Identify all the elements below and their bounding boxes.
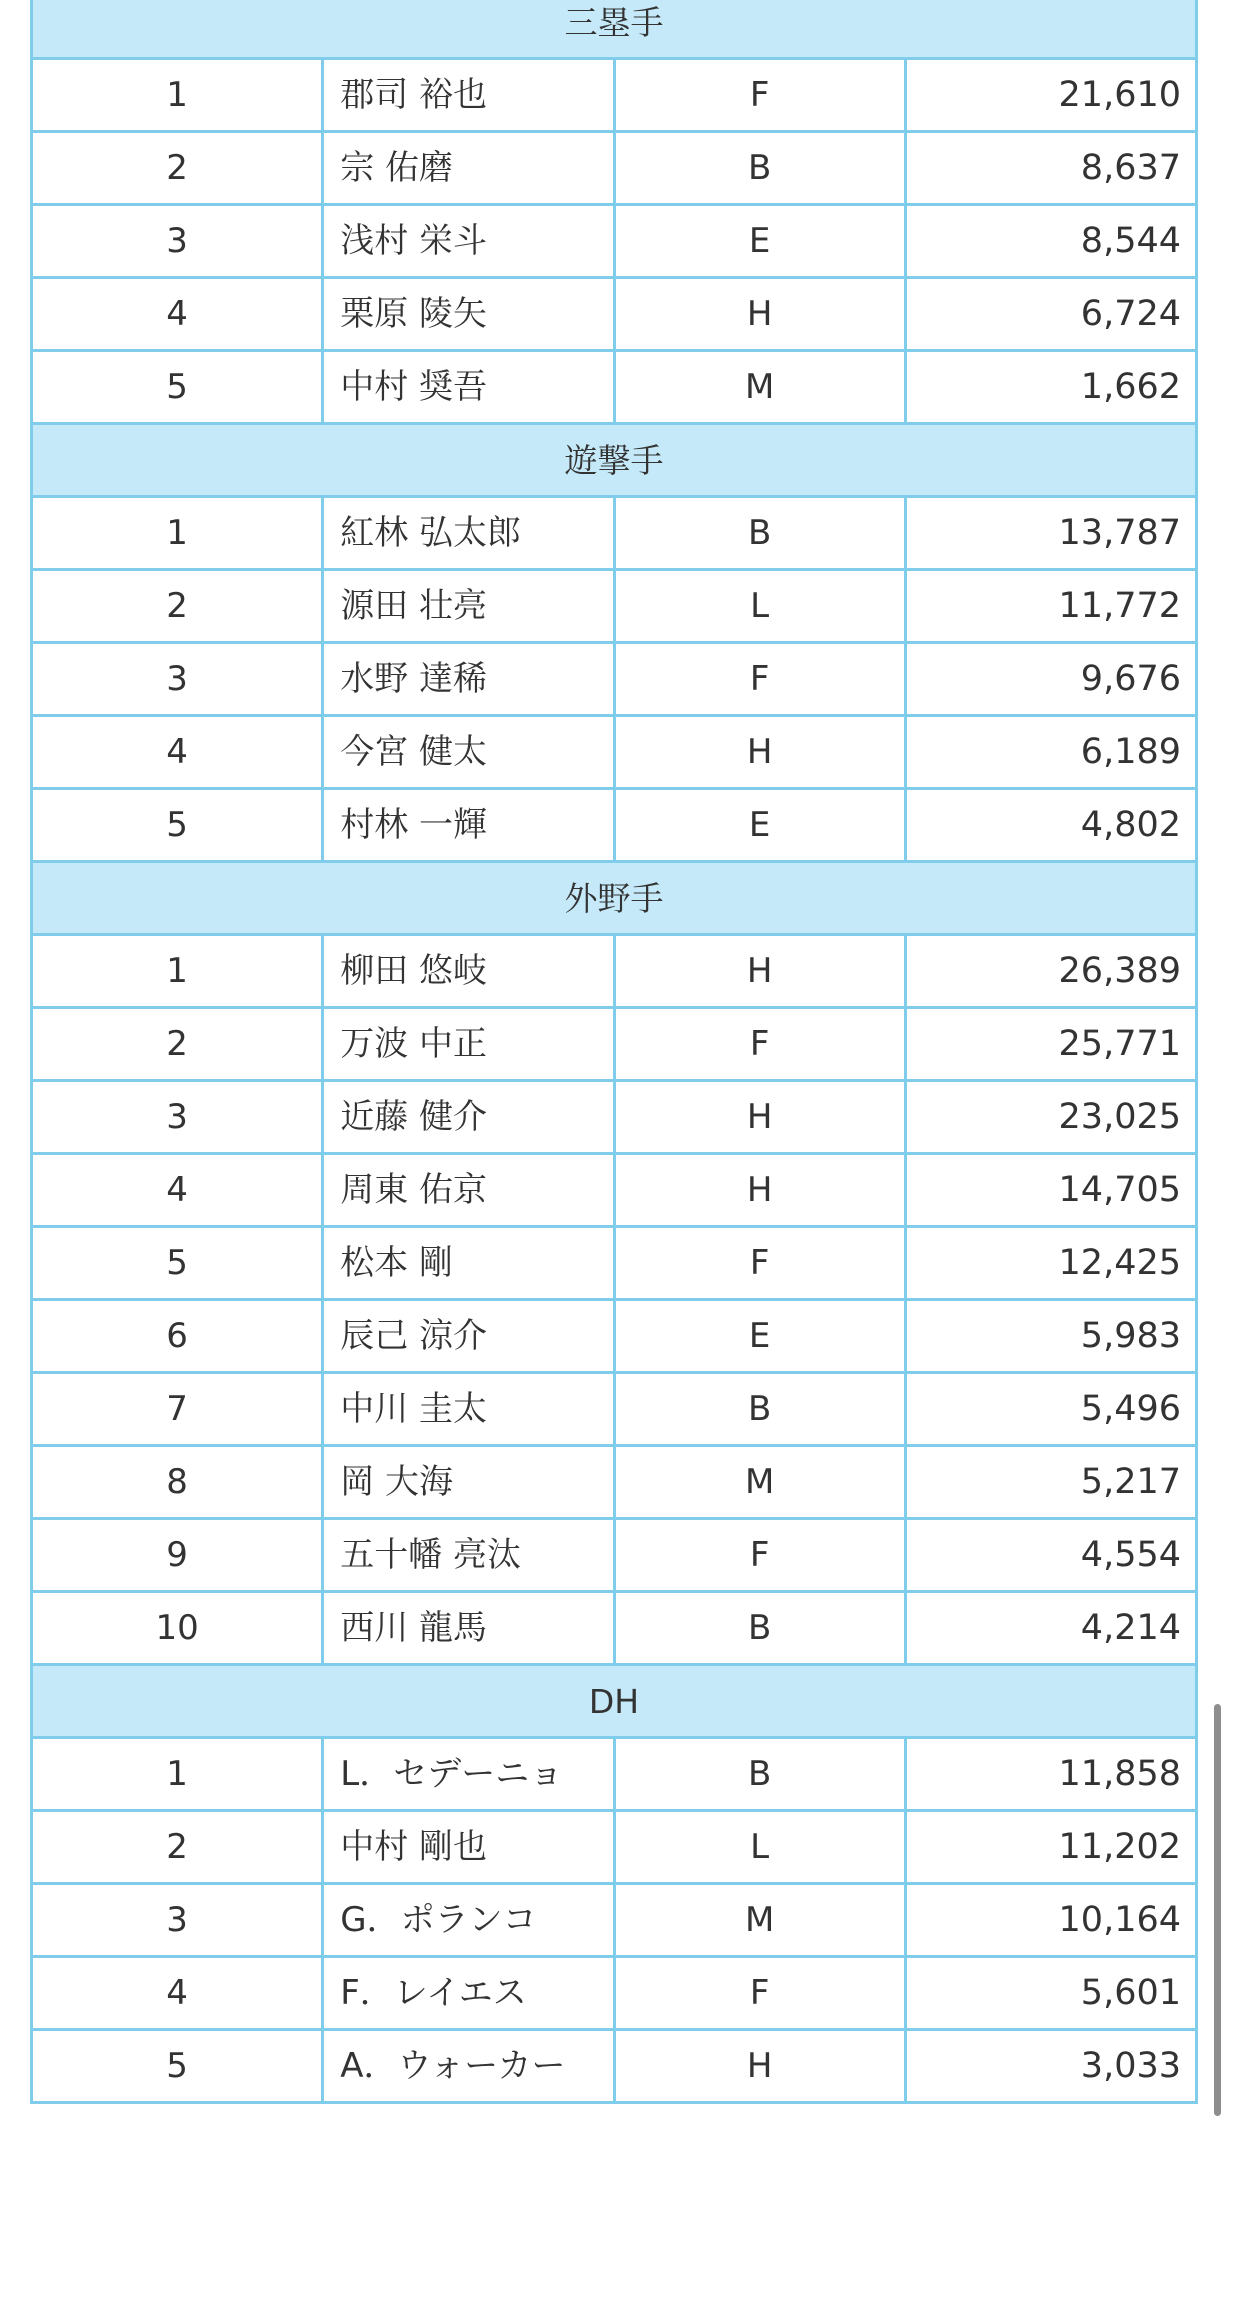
player-name-cell: 五十幡 亮汰: [323, 1519, 614, 1592]
player-name-cell: 柳田 悠岐: [323, 935, 614, 1008]
table-row: [32, 1738, 1197, 1811]
table-row: [32, 1227, 1197, 1300]
player-name-cell: A．ウォーカー: [323, 2030, 614, 2103]
votes-cell: 26,389: [905, 935, 1196, 1008]
table-row: [32, 1373, 1197, 1446]
section-header-outfield: [32, 862, 1197, 935]
votes-cell: 5,496: [905, 1373, 1196, 1446]
player-name-cell: 栗原 陵矢: [323, 278, 614, 351]
votes-cell: 5,983: [905, 1300, 1196, 1373]
team-cell: H: [614, 2030, 905, 2103]
team-cell: L: [614, 570, 905, 643]
votes-cell: 5,217: [905, 1446, 1196, 1519]
table-row: [32, 789, 1197, 862]
votes-cell: 11,202: [905, 1811, 1196, 1884]
player-name-cell: 紅林 弘太郎: [323, 497, 614, 570]
section-header-dh: [32, 1665, 1197, 1738]
votes-cell: 4,214: [905, 1592, 1196, 1665]
player-name-cell: 松本 剛: [323, 1227, 614, 1300]
player-name-cell: 万波 中正: [323, 1008, 614, 1081]
table-row: [32, 1154, 1197, 1227]
table-row: [32, 1884, 1197, 1957]
team-cell: B: [614, 497, 905, 570]
table-row: [32, 643, 1197, 716]
votes-cell: 9,676: [905, 643, 1196, 716]
rank-cell: 10: [32, 1592, 323, 1665]
player-name-cell: 源田 壮亮: [323, 570, 614, 643]
player-name-cell: 中村 奨吾: [323, 351, 614, 424]
table-row: [32, 1300, 1197, 1373]
rank-cell: 4: [32, 278, 323, 351]
rank-cell: 4: [32, 1154, 323, 1227]
team-cell: B: [614, 132, 905, 205]
vote-ranking-table: [30, 0, 1198, 2104]
rank-cell: 8: [32, 1446, 323, 1519]
player-name-cell: 中川 圭太: [323, 1373, 614, 1446]
table-row: [32, 1446, 1197, 1519]
rank-cell: 5: [32, 789, 323, 862]
votes-cell: 8,544: [905, 205, 1196, 278]
team-cell: F: [614, 1008, 905, 1081]
table-row: [32, 497, 1197, 570]
section-title: 三塁手: [32, 0, 1197, 59]
scrollbar-thumb[interactable]: [1214, 1704, 1221, 2116]
rank-cell: 7: [32, 1373, 323, 1446]
team-cell: M: [614, 1446, 905, 1519]
section-title: 外野手: [32, 862, 1197, 935]
team-cell: E: [614, 1300, 905, 1373]
rank-cell: 1: [32, 59, 323, 132]
rank-cell: 3: [32, 643, 323, 716]
table-row: [32, 205, 1197, 278]
rank-cell: 1: [32, 1738, 323, 1811]
team-cell: F: [614, 643, 905, 716]
table-row: [32, 1008, 1197, 1081]
table-row: [32, 935, 1197, 1008]
player-name-cell: 村林 一輝: [323, 789, 614, 862]
team-cell: H: [614, 935, 905, 1008]
table-row: [32, 351, 1197, 424]
rank-cell: 2: [32, 1811, 323, 1884]
rank-cell: 2: [32, 570, 323, 643]
player-name-cell: 近藤 健介: [323, 1081, 614, 1154]
player-name-cell: 今宮 健太: [323, 716, 614, 789]
team-cell: H: [614, 1081, 905, 1154]
votes-cell: 11,772: [905, 570, 1196, 643]
table-row: [32, 1957, 1197, 2030]
table-row: [32, 278, 1197, 351]
rank-cell: 3: [32, 1081, 323, 1154]
team-cell: M: [614, 1884, 905, 1957]
team-cell: L: [614, 1811, 905, 1884]
votes-cell: 4,802: [905, 789, 1196, 862]
team-cell: H: [614, 278, 905, 351]
votes-cell: 11,858: [905, 1738, 1196, 1811]
team-cell: B: [614, 1373, 905, 1446]
player-name-cell: G．ポランコ: [323, 1884, 614, 1957]
team-cell: F: [614, 1227, 905, 1300]
table-row: [32, 59, 1197, 132]
rank-cell: 2: [32, 132, 323, 205]
player-name-cell: 郡司 裕也: [323, 59, 614, 132]
votes-cell: 8,637: [905, 132, 1196, 205]
team-cell: H: [614, 716, 905, 789]
rank-cell: 3: [32, 205, 323, 278]
rank-cell: 5: [32, 2030, 323, 2103]
votes-cell: 23,025: [905, 1081, 1196, 1154]
team-cell: B: [614, 1592, 905, 1665]
player-name-cell: 浅村 栄斗: [323, 205, 614, 278]
rank-cell: 9: [32, 1519, 323, 1592]
section-title: DH: [32, 1665, 1197, 1738]
votes-cell: 6,724: [905, 278, 1196, 351]
table-row: [32, 570, 1197, 643]
section-header-third-base: [32, 0, 1197, 59]
rank-cell: 1: [32, 935, 323, 1008]
team-cell: M: [614, 351, 905, 424]
player-name-cell: L．セデーニョ: [323, 1738, 614, 1811]
player-name-cell: 宗 佑磨: [323, 132, 614, 205]
rank-cell: 5: [32, 351, 323, 424]
votes-cell: 14,705: [905, 1154, 1196, 1227]
votes-cell: 25,771: [905, 1008, 1196, 1081]
player-name-cell: F．レイエス: [323, 1957, 614, 2030]
team-cell: E: [614, 789, 905, 862]
table-row: [32, 132, 1197, 205]
table-row: [32, 1519, 1197, 1592]
player-name-cell: 岡 大海: [323, 1446, 614, 1519]
team-cell: E: [614, 205, 905, 278]
rank-cell: 4: [32, 1957, 323, 2030]
table-row: [32, 2030, 1197, 2103]
votes-cell: 10,164: [905, 1884, 1196, 1957]
rank-cell: 6: [32, 1300, 323, 1373]
rank-cell: 3: [32, 1884, 323, 1957]
votes-cell: 1,662: [905, 351, 1196, 424]
section-title: 遊撃手: [32, 424, 1197, 497]
votes-cell: 5,601: [905, 1957, 1196, 2030]
player-name-cell: 周東 佑京: [323, 1154, 614, 1227]
table-row: [32, 1811, 1197, 1884]
rank-cell: 5: [32, 1227, 323, 1300]
team-cell: F: [614, 1519, 905, 1592]
player-name-cell: 辰己 涼介: [323, 1300, 614, 1373]
table-row: [32, 1592, 1197, 1665]
section-header-shortstop: [32, 424, 1197, 497]
votes-cell: 3,033: [905, 2030, 1196, 2103]
vote-ranking-body: [32, 0, 1197, 2103]
table-row: [32, 1081, 1197, 1154]
votes-cell: 13,787: [905, 497, 1196, 570]
votes-cell: 4,554: [905, 1519, 1196, 1592]
team-cell: F: [614, 59, 905, 132]
player-name-cell: 中村 剛也: [323, 1811, 614, 1884]
votes-cell: 6,189: [905, 716, 1196, 789]
player-name-cell: 水野 達稀: [323, 643, 614, 716]
team-cell: H: [614, 1154, 905, 1227]
team-cell: F: [614, 1957, 905, 2030]
votes-cell: 21,610: [905, 59, 1196, 132]
team-cell: B: [614, 1738, 905, 1811]
votes-cell: 12,425: [905, 1227, 1196, 1300]
player-name-cell: 西川 龍馬: [323, 1592, 614, 1665]
table-row: [32, 716, 1197, 789]
rank-cell: 4: [32, 716, 323, 789]
rank-cell: 1: [32, 497, 323, 570]
rank-cell: 2: [32, 1008, 323, 1081]
